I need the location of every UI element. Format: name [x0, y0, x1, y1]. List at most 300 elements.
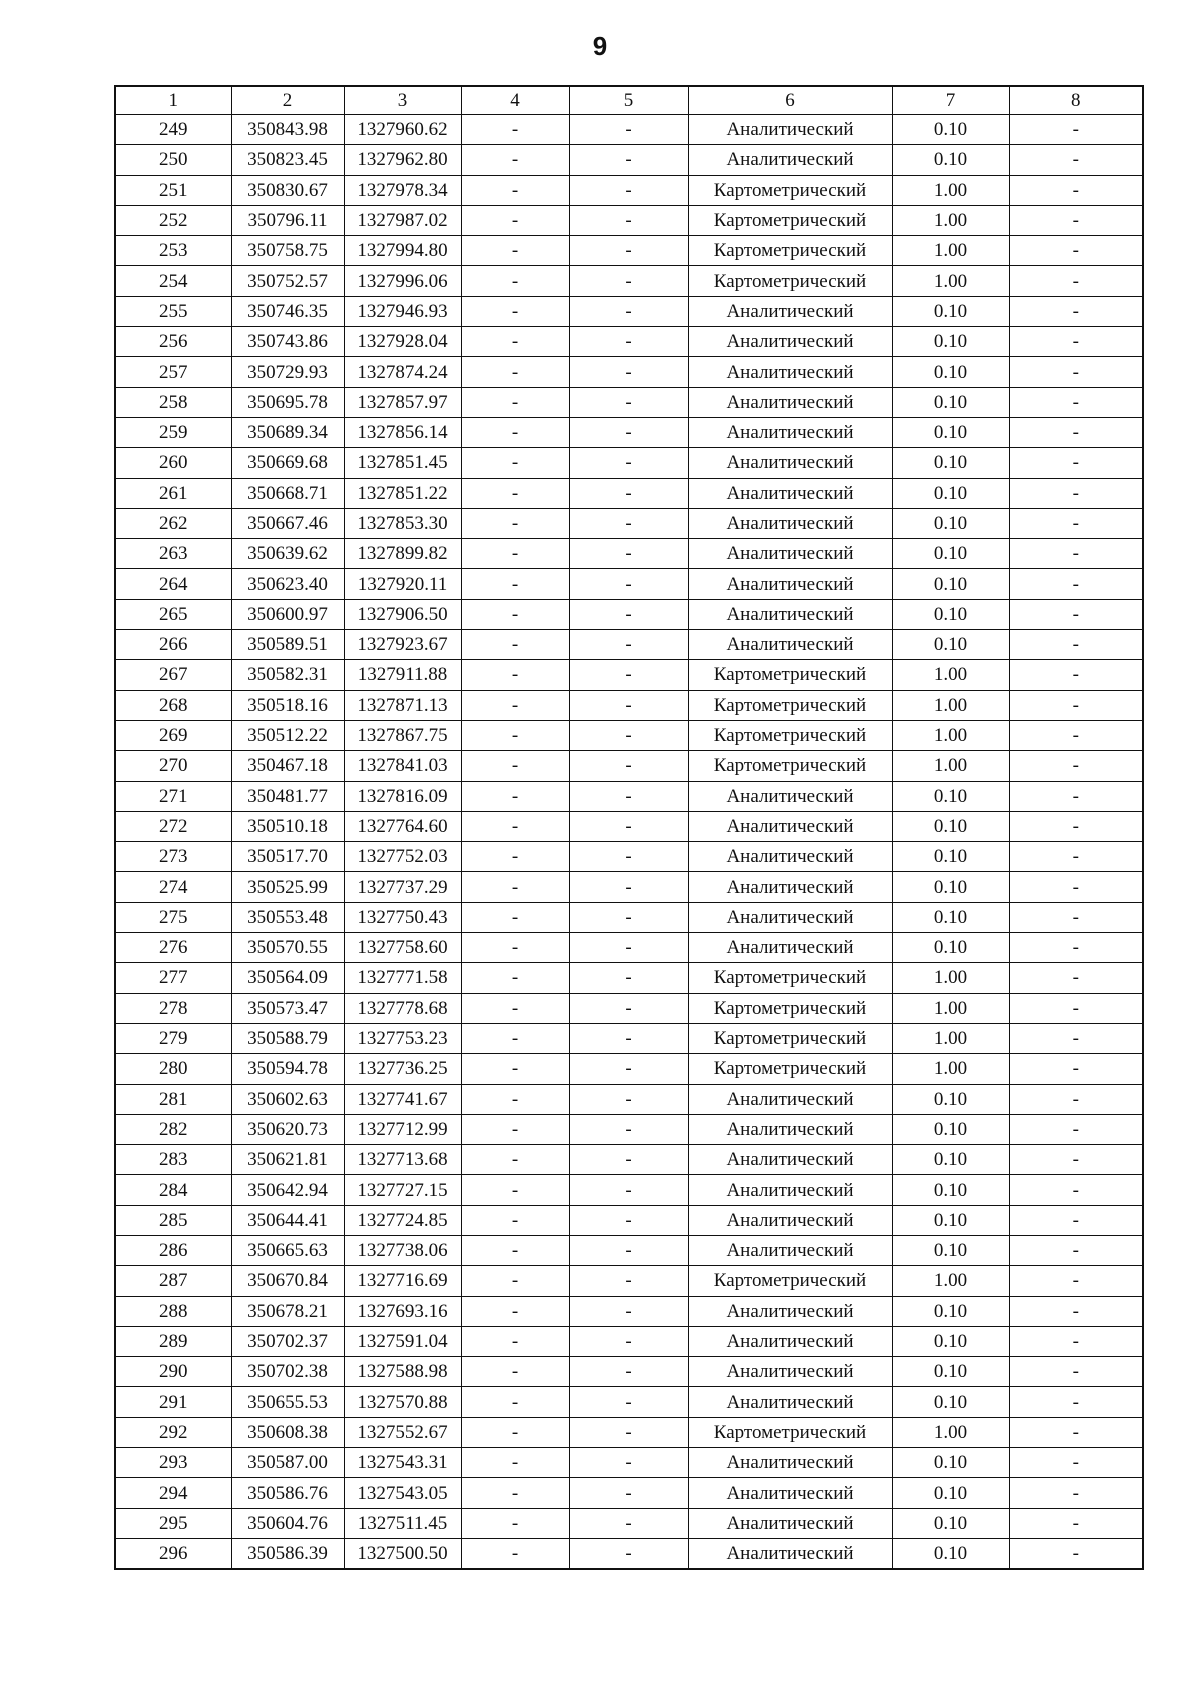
col5-cell: - [569, 781, 688, 811]
point-number-cell: 279 [115, 1023, 231, 1053]
col8-cell: - [1009, 1508, 1143, 1538]
accuracy-cell: 1.00 [892, 266, 1009, 296]
y-coordinate-cell: 1327994.80 [344, 236, 461, 266]
col4-cell: - [461, 569, 569, 599]
table-row [115, 993, 1143, 1023]
point-number-cell: 269 [115, 720, 231, 750]
col8-cell: - [1009, 1114, 1143, 1144]
x-coordinate-cell: 350665.63 [231, 1235, 344, 1265]
accuracy-cell: 0.10 [892, 508, 1009, 538]
table-header-row [115, 86, 1143, 115]
y-coordinate-cell: 1327741.67 [344, 1084, 461, 1114]
col4-cell: - [461, 539, 569, 569]
accuracy-cell: 1.00 [892, 963, 1009, 993]
method-cell: Аналитический [688, 115, 892, 145]
col5-cell: - [569, 357, 688, 387]
table-row [115, 1478, 1143, 1508]
x-coordinate-cell: 350481.77 [231, 781, 344, 811]
table-row [115, 296, 1143, 326]
col5-cell: - [569, 1145, 688, 1175]
col4-cell: - [461, 205, 569, 235]
x-coordinate-cell: 350623.40 [231, 569, 344, 599]
y-coordinate-cell: 1327771.58 [344, 963, 461, 993]
accuracy-cell: 0.10 [892, 1205, 1009, 1235]
method-cell: Аналитический [688, 1114, 892, 1144]
col8-cell: - [1009, 1054, 1143, 1084]
table-row [115, 1084, 1143, 1114]
col5-cell: - [569, 1448, 688, 1478]
point-number-cell: 277 [115, 963, 231, 993]
col5-cell: - [569, 1266, 688, 1296]
accuracy-cell: 0.10 [892, 357, 1009, 387]
y-coordinate-cell: 1327500.50 [344, 1538, 461, 1569]
method-cell: Аналитический [688, 1326, 892, 1356]
col5-cell: - [569, 963, 688, 993]
accuracy-cell: 0.10 [892, 1538, 1009, 1569]
col5-cell: - [569, 175, 688, 205]
col5-cell: - [569, 327, 688, 357]
method-cell: Аналитический [688, 1508, 892, 1538]
table-row [115, 1266, 1143, 1296]
col4-cell: - [461, 145, 569, 175]
point-number-cell: 259 [115, 417, 231, 447]
col8-cell: - [1009, 1145, 1143, 1175]
point-number-cell: 251 [115, 175, 231, 205]
col5-cell: - [569, 1084, 688, 1114]
method-cell: Аналитический [688, 1387, 892, 1417]
x-coordinate-cell: 350668.71 [231, 478, 344, 508]
point-number-cell: 276 [115, 933, 231, 963]
point-number-cell: 282 [115, 1114, 231, 1144]
method-cell: Аналитический [688, 902, 892, 932]
col4-cell: - [461, 811, 569, 841]
col5-cell: - [569, 1417, 688, 1447]
point-number-cell: 253 [115, 236, 231, 266]
point-number-cell: 264 [115, 569, 231, 599]
accuracy-cell: 1.00 [892, 720, 1009, 750]
table-row [115, 357, 1143, 387]
col4-cell: - [461, 1205, 569, 1235]
accuracy-cell: 0.10 [892, 1235, 1009, 1265]
col5-cell: - [569, 1205, 688, 1235]
point-number-cell: 287 [115, 1266, 231, 1296]
col4-cell: - [461, 327, 569, 357]
table-row [115, 205, 1143, 235]
x-coordinate-cell: 350752.57 [231, 266, 344, 296]
x-coordinate-cell: 350830.67 [231, 175, 344, 205]
col5-cell: - [569, 387, 688, 417]
col4-cell: - [461, 599, 569, 629]
accuracy-cell: 1.00 [892, 1417, 1009, 1447]
col8-cell: - [1009, 751, 1143, 781]
table-row [115, 448, 1143, 478]
table-row [115, 145, 1143, 175]
x-coordinate-cell: 350843.98 [231, 115, 344, 145]
col4-cell: - [461, 357, 569, 387]
y-coordinate-cell: 1327853.30 [344, 508, 461, 538]
accuracy-cell: 0.10 [892, 448, 1009, 478]
method-cell: Аналитический [688, 327, 892, 357]
col8-cell: - [1009, 357, 1143, 387]
point-number-cell: 278 [115, 993, 231, 1023]
table-row [115, 1235, 1143, 1265]
col8-cell: - [1009, 387, 1143, 417]
accuracy-cell: 1.00 [892, 1023, 1009, 1053]
accuracy-cell: 0.10 [892, 1145, 1009, 1175]
accuracy-cell: 0.10 [892, 1448, 1009, 1478]
col5-cell: - [569, 1326, 688, 1356]
accuracy-cell: 0.10 [892, 902, 1009, 932]
table-row [115, 872, 1143, 902]
y-coordinate-cell: 1327928.04 [344, 327, 461, 357]
point-number-cell: 286 [115, 1235, 231, 1265]
table-row [115, 539, 1143, 569]
col5-cell: - [569, 842, 688, 872]
y-coordinate-cell: 1327978.34 [344, 175, 461, 205]
x-coordinate-cell: 350587.00 [231, 1448, 344, 1478]
col8-cell: - [1009, 872, 1143, 902]
x-coordinate-cell: 350669.68 [231, 448, 344, 478]
y-coordinate-cell: 1327899.82 [344, 539, 461, 569]
col8-cell: - [1009, 1326, 1143, 1356]
method-cell: Картометрический [688, 751, 892, 781]
x-coordinate-cell: 350510.18 [231, 811, 344, 841]
col5-cell: - [569, 1175, 688, 1205]
col4-cell: - [461, 1145, 569, 1175]
accuracy-cell: 0.10 [892, 599, 1009, 629]
y-coordinate-cell: 1327841.03 [344, 751, 461, 781]
col4-cell: - [461, 842, 569, 872]
table-row [115, 1054, 1143, 1084]
point-number-cell: 294 [115, 1478, 231, 1508]
col5-cell: - [569, 1478, 688, 1508]
col4-cell: - [461, 1417, 569, 1447]
table-row [115, 417, 1143, 447]
x-coordinate-cell: 350621.81 [231, 1145, 344, 1175]
method-cell: Аналитический [688, 1357, 892, 1387]
point-number-cell: 258 [115, 387, 231, 417]
x-coordinate-cell: 350796.11 [231, 205, 344, 235]
method-cell: Аналитический [688, 357, 892, 387]
point-number-cell: 289 [115, 1326, 231, 1356]
point-number-cell: 249 [115, 115, 231, 145]
y-coordinate-cell: 1327693.16 [344, 1296, 461, 1326]
point-number-cell: 296 [115, 1538, 231, 1569]
accuracy-cell: 0.10 [892, 781, 1009, 811]
method-cell: Аналитический [688, 1538, 892, 1569]
col5-cell: - [569, 660, 688, 690]
table-row [115, 630, 1143, 660]
point-number-cell: 252 [115, 205, 231, 235]
col8-cell: - [1009, 1266, 1143, 1296]
x-coordinate-cell: 350743.86 [231, 327, 344, 357]
x-coordinate-cell: 350695.78 [231, 387, 344, 417]
x-coordinate-cell: 350594.78 [231, 1054, 344, 1084]
y-coordinate-cell: 1327946.93 [344, 296, 461, 326]
accuracy-cell: 0.10 [892, 1296, 1009, 1326]
accuracy-cell: 0.10 [892, 811, 1009, 841]
accuracy-cell: 0.10 [892, 872, 1009, 902]
table-row [115, 1357, 1143, 1387]
table-row [115, 1114, 1143, 1144]
accuracy-cell: 0.10 [892, 569, 1009, 599]
col5-cell: - [569, 993, 688, 1023]
method-cell: Картометрический [688, 660, 892, 690]
method-cell: Аналитический [688, 1296, 892, 1326]
x-coordinate-cell: 350589.51 [231, 630, 344, 660]
col8-cell: - [1009, 1357, 1143, 1387]
col4-cell: - [461, 296, 569, 326]
col8-cell: - [1009, 1175, 1143, 1205]
col4-cell: - [461, 266, 569, 296]
method-cell: Аналитический [688, 539, 892, 569]
col8-cell: - [1009, 902, 1143, 932]
col4-cell: - [461, 175, 569, 205]
col8-cell: - [1009, 448, 1143, 478]
col5-cell: - [569, 417, 688, 447]
col4-cell: - [461, 690, 569, 720]
method-cell: Аналитический [688, 1478, 892, 1508]
accuracy-cell: 1.00 [892, 660, 1009, 690]
y-coordinate-cell: 1327511.45 [344, 1508, 461, 1538]
column-header: 3 [344, 86, 461, 115]
coordinates-table [114, 85, 1144, 1570]
col8-cell: - [1009, 781, 1143, 811]
x-coordinate-cell: 350678.21 [231, 1296, 344, 1326]
y-coordinate-cell: 1327867.75 [344, 720, 461, 750]
x-coordinate-cell: 350517.70 [231, 842, 344, 872]
accuracy-cell: 1.00 [892, 1054, 1009, 1084]
table-row [115, 811, 1143, 841]
col5-cell: - [569, 1235, 688, 1265]
point-number-cell: 262 [115, 508, 231, 538]
col4-cell: - [461, 236, 569, 266]
y-coordinate-cell: 1327923.67 [344, 630, 461, 660]
y-coordinate-cell: 1327987.02 [344, 205, 461, 235]
y-coordinate-cell: 1327752.03 [344, 842, 461, 872]
x-coordinate-cell: 350564.09 [231, 963, 344, 993]
method-cell: Аналитический [688, 599, 892, 629]
col5-cell: - [569, 1054, 688, 1084]
x-coordinate-cell: 350644.41 [231, 1205, 344, 1235]
col8-cell: - [1009, 599, 1143, 629]
col5-cell: - [569, 205, 688, 235]
col8-cell: - [1009, 1448, 1143, 1478]
y-coordinate-cell: 1327736.25 [344, 1054, 461, 1084]
col4-cell: - [461, 1387, 569, 1417]
point-number-cell: 265 [115, 599, 231, 629]
accuracy-cell: 1.00 [892, 205, 1009, 235]
accuracy-cell: 1.00 [892, 993, 1009, 1023]
col4-cell: - [461, 1448, 569, 1478]
column-header: 8 [1009, 86, 1143, 115]
column-header: 5 [569, 86, 688, 115]
y-coordinate-cell: 1327758.60 [344, 933, 461, 963]
table-row [115, 963, 1143, 993]
table-row [115, 1296, 1143, 1326]
col5-cell: - [569, 236, 688, 266]
y-coordinate-cell: 1327874.24 [344, 357, 461, 387]
page-number: 9 [592, 31, 608, 61]
col5-cell: - [569, 539, 688, 569]
y-coordinate-cell: 1327778.68 [344, 993, 461, 1023]
col8-cell: - [1009, 1417, 1143, 1447]
x-coordinate-cell: 350702.38 [231, 1357, 344, 1387]
point-number-cell: 266 [115, 630, 231, 660]
table-row [115, 1023, 1143, 1053]
col4-cell: - [461, 1023, 569, 1053]
y-coordinate-cell: 1327737.29 [344, 872, 461, 902]
table-row [115, 1205, 1143, 1235]
method-cell: Аналитический [688, 933, 892, 963]
col4-cell: - [461, 963, 569, 993]
table-row [115, 387, 1143, 417]
method-cell: Картометрический [688, 963, 892, 993]
accuracy-cell: 0.10 [892, 387, 1009, 417]
col4-cell: - [461, 630, 569, 660]
accuracy-cell: 1.00 [892, 751, 1009, 781]
method-cell: Аналитический [688, 781, 892, 811]
column-header: 7 [892, 86, 1009, 115]
table-row [115, 236, 1143, 266]
point-number-cell: 274 [115, 872, 231, 902]
col5-cell: - [569, 478, 688, 508]
y-coordinate-cell: 1327727.15 [344, 1175, 461, 1205]
accuracy-cell: 0.10 [892, 539, 1009, 569]
y-coordinate-cell: 1327996.06 [344, 266, 461, 296]
table-row [115, 660, 1143, 690]
method-cell: Аналитический [688, 448, 892, 478]
col5-cell: - [569, 872, 688, 902]
col4-cell: - [461, 1478, 569, 1508]
method-cell: Аналитический [688, 811, 892, 841]
col8-cell: - [1009, 1296, 1143, 1326]
x-coordinate-cell: 350512.22 [231, 720, 344, 750]
col8-cell: - [1009, 1023, 1143, 1053]
point-number-cell: 283 [115, 1145, 231, 1175]
table-row [115, 842, 1143, 872]
col8-cell: - [1009, 1205, 1143, 1235]
accuracy-cell: 1.00 [892, 175, 1009, 205]
col4-cell: - [461, 478, 569, 508]
col4-cell: - [461, 1266, 569, 1296]
col4-cell: - [461, 1175, 569, 1205]
method-cell: Аналитический [688, 417, 892, 447]
table-row [115, 1175, 1143, 1205]
y-coordinate-cell: 1327712.99 [344, 1114, 461, 1144]
point-number-cell: 280 [115, 1054, 231, 1084]
y-coordinate-cell: 1327871.13 [344, 690, 461, 720]
y-coordinate-cell: 1327713.68 [344, 1145, 461, 1175]
col5-cell: - [569, 1538, 688, 1569]
point-number-cell: 254 [115, 266, 231, 296]
table-row [115, 1448, 1143, 1478]
col8-cell: - [1009, 266, 1143, 296]
col5-cell: - [569, 599, 688, 629]
col8-cell: - [1009, 1478, 1143, 1508]
point-number-cell: 261 [115, 478, 231, 508]
col5-cell: - [569, 1357, 688, 1387]
col4-cell: - [461, 720, 569, 750]
y-coordinate-cell: 1327960.62 [344, 115, 461, 145]
col4-cell: - [461, 1296, 569, 1326]
accuracy-cell: 0.10 [892, 1357, 1009, 1387]
y-coordinate-cell: 1327906.50 [344, 599, 461, 629]
method-cell: Аналитический [688, 842, 892, 872]
accuracy-cell: 0.10 [892, 1326, 1009, 1356]
column-header: 2 [231, 86, 344, 115]
col8-cell: - [1009, 933, 1143, 963]
x-coordinate-cell: 350655.53 [231, 1387, 344, 1417]
col8-cell: - [1009, 1235, 1143, 1265]
col8-cell: - [1009, 690, 1143, 720]
accuracy-cell: 1.00 [892, 1266, 1009, 1296]
method-cell: Картометрический [688, 1266, 892, 1296]
point-number-cell: 271 [115, 781, 231, 811]
accuracy-cell: 1.00 [892, 690, 1009, 720]
method-cell: Картометрический [688, 175, 892, 205]
col8-cell: - [1009, 1387, 1143, 1417]
col8-cell: - [1009, 175, 1143, 205]
method-cell: Аналитический [688, 1205, 892, 1235]
y-coordinate-cell: 1327764.60 [344, 811, 461, 841]
table-row [115, 1326, 1143, 1356]
col4-cell: - [461, 115, 569, 145]
x-coordinate-cell: 350525.99 [231, 872, 344, 902]
col5-cell: - [569, 145, 688, 175]
method-cell: Картометрический [688, 690, 892, 720]
point-number-cell: 272 [115, 811, 231, 841]
col4-cell: - [461, 660, 569, 690]
col4-cell: - [461, 933, 569, 963]
col8-cell: - [1009, 569, 1143, 599]
accuracy-cell: 0.10 [892, 1114, 1009, 1144]
table-row [115, 781, 1143, 811]
col8-cell: - [1009, 1538, 1143, 1569]
table-row [115, 115, 1143, 145]
point-number-cell: 285 [115, 1205, 231, 1235]
col4-cell: - [461, 1326, 569, 1356]
col5-cell: - [569, 1296, 688, 1326]
col8-cell: - [1009, 539, 1143, 569]
table-row [115, 720, 1143, 750]
x-coordinate-cell: 350702.37 [231, 1326, 344, 1356]
col8-cell: - [1009, 508, 1143, 538]
x-coordinate-cell: 350582.31 [231, 660, 344, 690]
x-coordinate-cell: 350823.45 [231, 145, 344, 175]
accuracy-cell: 0.10 [892, 1084, 1009, 1114]
method-cell: Картометрический [688, 236, 892, 266]
table-row [115, 478, 1143, 508]
y-coordinate-cell: 1327591.04 [344, 1326, 461, 1356]
method-cell: Картометрический [688, 205, 892, 235]
col8-cell: - [1009, 720, 1143, 750]
table-row [115, 1387, 1143, 1417]
col8-cell: - [1009, 205, 1143, 235]
method-cell: Аналитический [688, 1145, 892, 1175]
x-coordinate-cell: 350467.18 [231, 751, 344, 781]
col4-cell: - [461, 417, 569, 447]
y-coordinate-cell: 1327588.98 [344, 1357, 461, 1387]
col5-cell: - [569, 1114, 688, 1144]
column-header: 6 [688, 86, 892, 115]
point-number-cell: 295 [115, 1508, 231, 1538]
point-number-cell: 281 [115, 1084, 231, 1114]
y-coordinate-cell: 1327543.05 [344, 1478, 461, 1508]
col8-cell: - [1009, 417, 1143, 447]
y-coordinate-cell: 1327911.88 [344, 660, 461, 690]
point-number-cell: 288 [115, 1296, 231, 1326]
